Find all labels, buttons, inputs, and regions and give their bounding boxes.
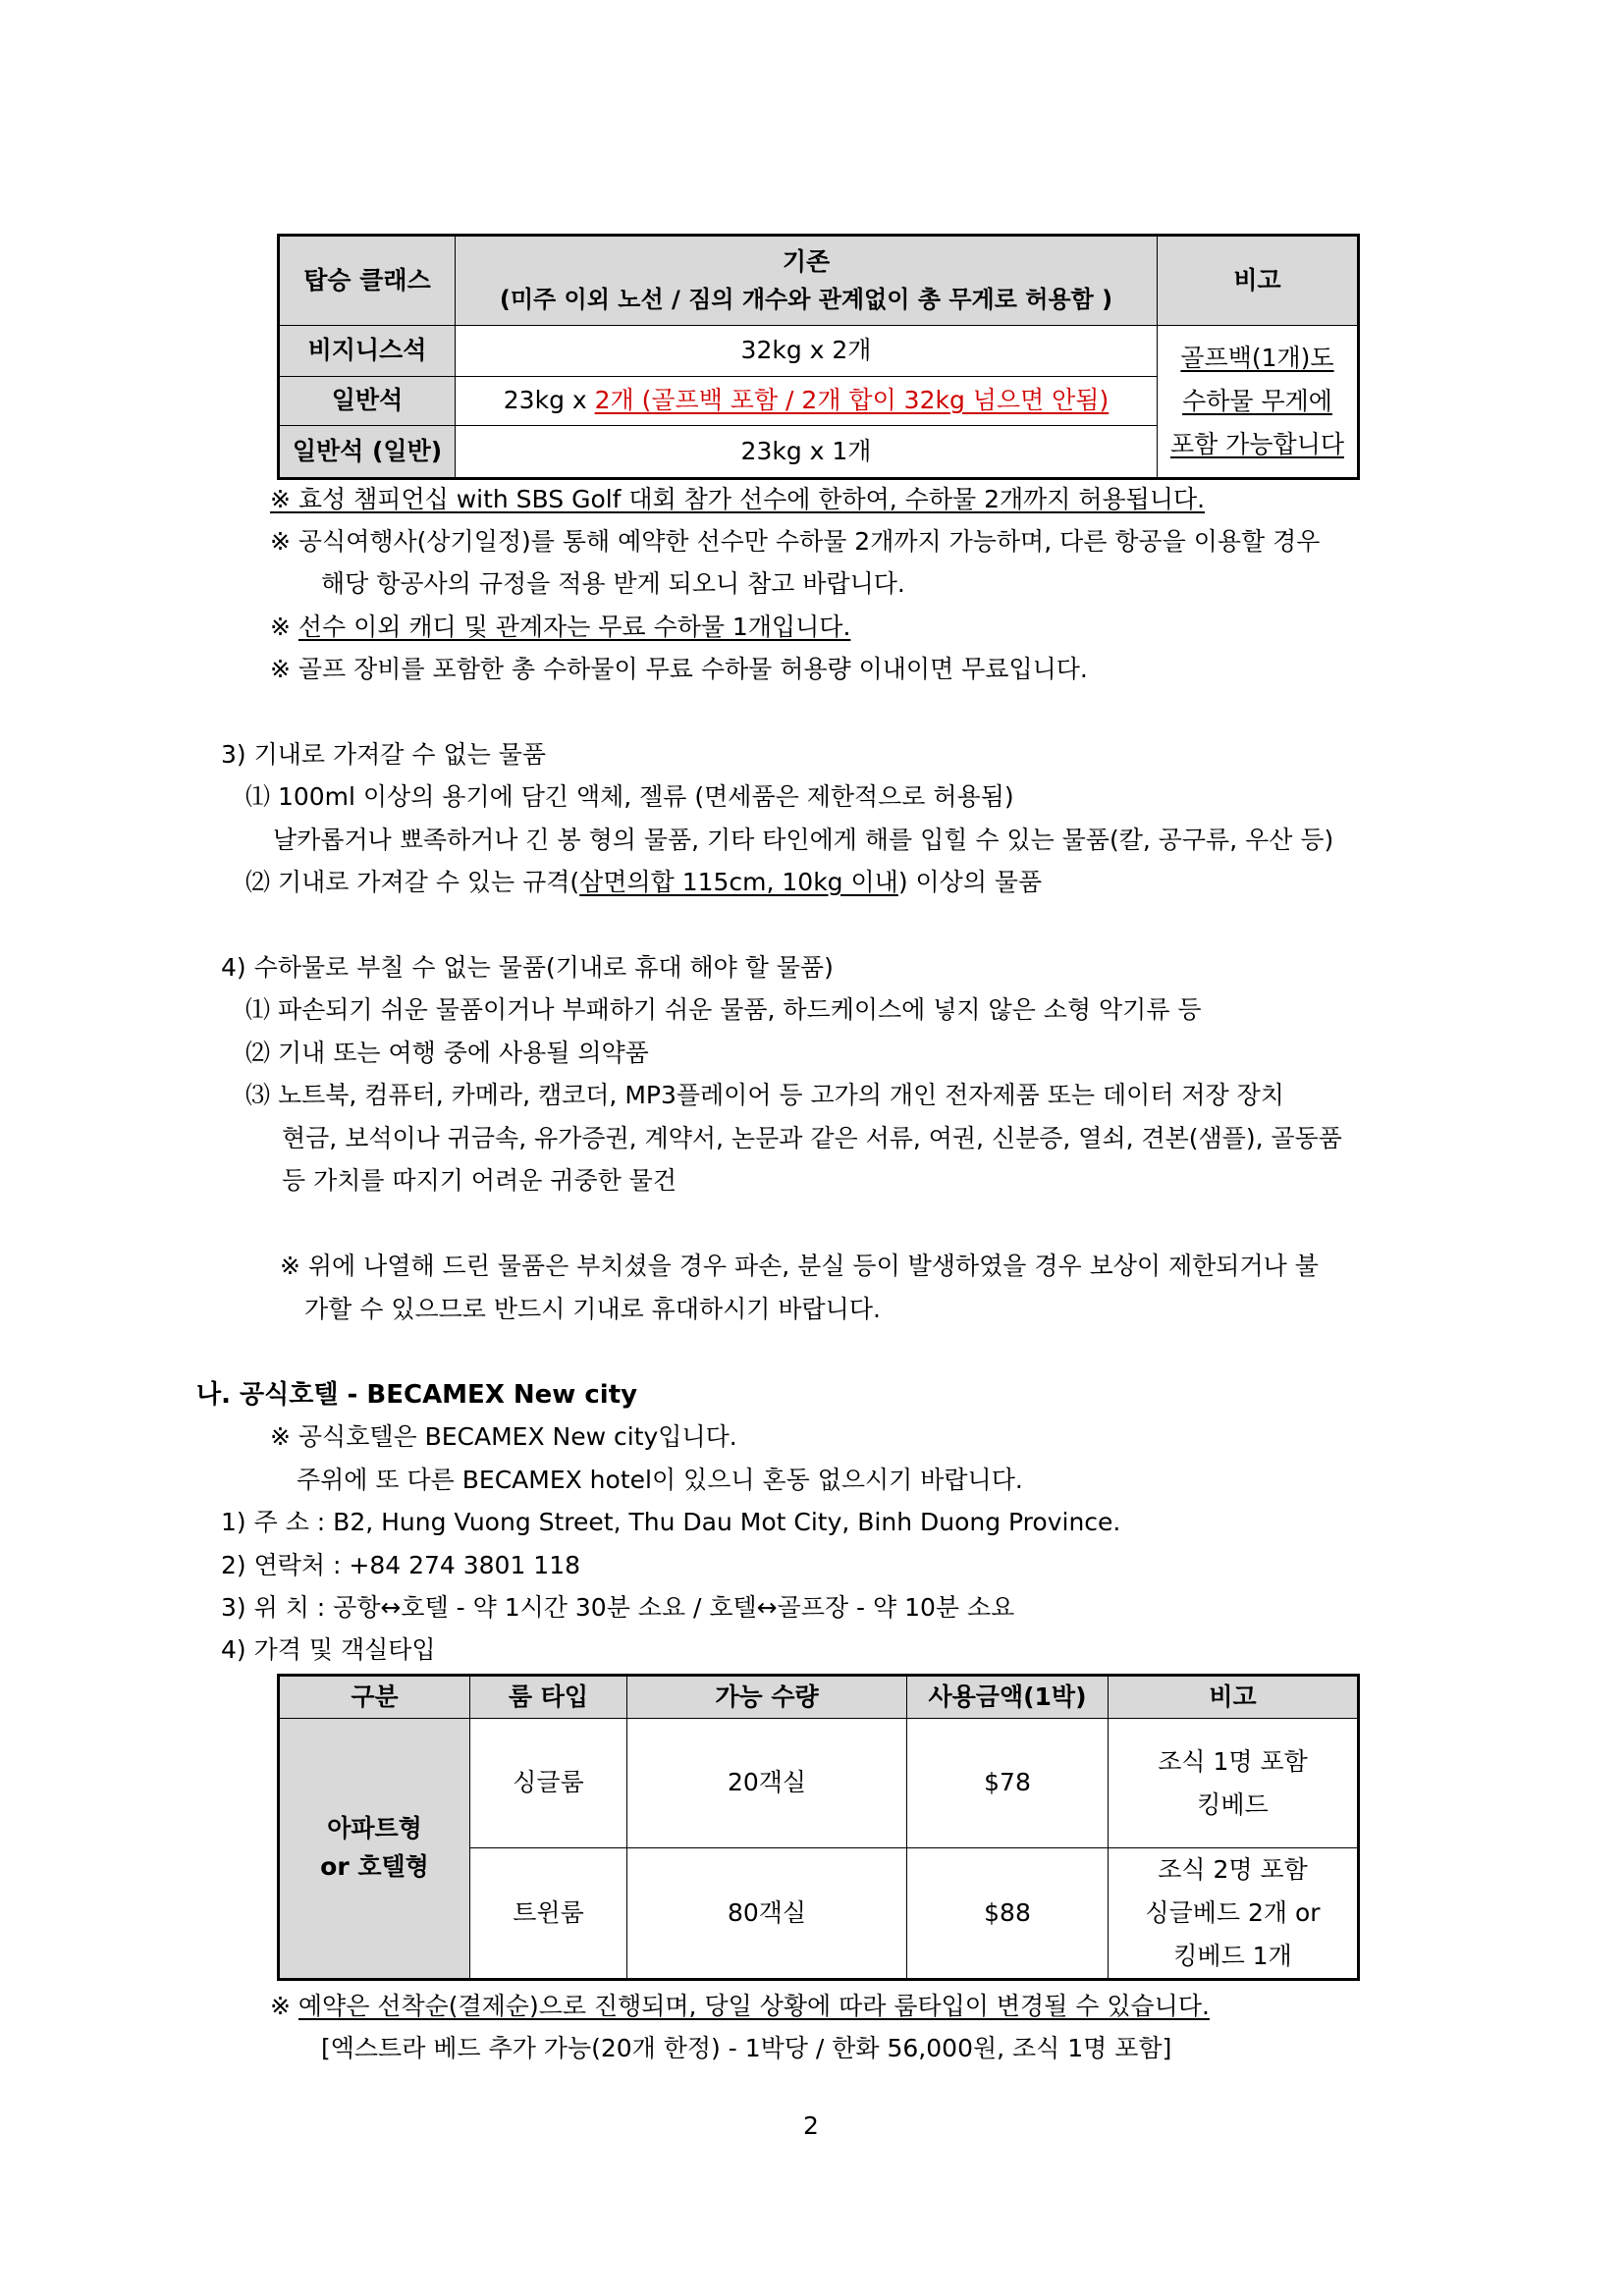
section4-note-b: 가할 수 있으므로 반드시 기내로 휴대하시기 바랍니다. [304, 1295, 881, 1323]
section4-item1: ⑴ 파손되기 쉬운 물품이거나 부패하기 쉬운 물품, 하드케이스에 넣지 않은 소형 악기류 등 [245, 995, 1202, 1024]
note-agency: ※ 공식여행사(상기일정)를 통해 예약한 선수만 수하물 2개까지 가능하며, 다른 항공을 이용할 경우 [270, 527, 1321, 556]
room-category-line2: or 호텔형 [320, 1852, 429, 1881]
section4-item3: ⑶ 노트북, 컴퓨터, 카메라, 캠코더, MP3플레이어 등 고가의 개인 전자제품 또는 데이터 저장 장치 [245, 1081, 1284, 1109]
remark-line-2: 수하물 무게에 [1182, 387, 1332, 416]
row-economy-class: 일반석 [279, 377, 456, 426]
room-single-type: 싱글룸 [470, 1719, 627, 1848]
section4-item2: ⑵ 기내 또는 여행 중에 사용될 의약품 [245, 1039, 649, 1067]
remark-cell [1158, 326, 1359, 479]
note-championship: ※ 효성 챔피언십 with SBS Golf 대회 참가 선수에 한하여, 수하물 2개까지 허용됩니다. [270, 485, 1206, 513]
hotel-contact: 2) 연락처 : +84 274 3801 118 [221, 1551, 581, 1579]
section3-item2 [245, 868, 1042, 897]
hotel-location: 3) 위 치 : 공항↔호텔 - 약 1시간 30분 소요 / 호텔↔골프장 - 약 10분 소요 [221, 1593, 1015, 1622]
footer-note1 [270, 1992, 1210, 2021]
footer-note1-mark: ※ [270, 1992, 298, 2020]
row-economy-allowance [456, 377, 1158, 426]
room-twin-remark-1: 조식 2명 포함 [1158, 1855, 1308, 1885]
header-existing-line2: (미주 이외 노선 / 짐의 개수와 관계없이 총 무게로 허용함 ) [499, 285, 1113, 313]
note-caddie-mark: ※ [270, 613, 298, 641]
room-single-remark-1: 조식 1명 포함 [1158, 1746, 1308, 1776]
room-twin-remark [1109, 1848, 1359, 1980]
row-economy-general-class: 일반석 (일반) [279, 426, 456, 479]
row-business-allowance: 32kg x 2개 [456, 326, 1158, 377]
room-single-remark-2: 킹베드 [1197, 1789, 1269, 1819]
section3-item2-post: ) 이상의 물품 [897, 868, 1043, 896]
economy-allowance-prefix: 23kg x [503, 386, 595, 415]
room-single-remark [1109, 1719, 1359, 1848]
header-remark: 비고 [1158, 236, 1359, 326]
page-number: 2 [803, 2111, 819, 2140]
room-header-remark: 비고 [1109, 1676, 1359, 1719]
room-twin-type: 트윈룸 [470, 1848, 627, 1980]
note-caddie [270, 613, 850, 642]
section3-title: 3) 기내로 가져갈 수 없는 물품 [221, 740, 547, 769]
header-class: 탑승 클래스 [279, 236, 456, 326]
section3-item2-pre: ⑵ 기내로 가져갈 수 있는 규격( [245, 868, 580, 896]
room-category [279, 1719, 470, 1980]
footer-note2: [엑스트라 베드 추가 가능(20개 한정) - 1박당 / 한화 56,000원, 조식 1명 포함] [321, 2034, 1172, 2062]
baggage-table [277, 234, 1360, 480]
room-twin-price: $88 [907, 1848, 1109, 1980]
room-header-price: 사용금액(1박) [907, 1676, 1109, 1719]
section4-title: 4) 수하물로 부칠 수 없는 물품(기내로 휴대 해야 할 물품) [221, 953, 834, 982]
section4-note-a: ※ 위에 나열해 드린 물품은 부치셨을 경우 파손, 분실 등이 발생하였을 경우 보상이 제한되거나 불 [280, 1252, 1319, 1280]
economy-allowance-highlight: 2개 (골프백 포함 / 2개 합이 32kg 넘으면 안됨) [594, 386, 1110, 415]
room-single-qty: 20객실 [627, 1719, 907, 1848]
section4-item3b: 현금, 보석이나 귀금속, 유가증권, 계약서, 논문과 같은 서류, 여권, 신분증, 열쇠, 견본(샘플), 골동품 [282, 1124, 1342, 1152]
remark-line-1: 골프백(1개)도 [1180, 344, 1334, 373]
hotel-address: 1) 주 소 : B2, Hung Vuong Street, Thu Dau Mot City, Binh Duong Province. [221, 1508, 1121, 1536]
room-header-category: 구분 [279, 1676, 470, 1719]
hotel-note2: 주위에 또 다른 BECAMEX hotel이 있으니 혼동 없으시기 바랍니다. [297, 1466, 1023, 1494]
hotel-title: 나. 공식호텔 - BECAMEX New city [196, 1380, 638, 1410]
room-twin-remark-2: 싱글베드 2개 or [1145, 1898, 1321, 1928]
note-golf-equipment: ※ 골프 장비를 포함한 총 수하물이 무료 수하물 허용량 이내이면 무료입니다. [270, 655, 1088, 683]
section3-item1b: 날카롭거나 뾰족하거나 긴 봉 형의 물품, 기타 타인에게 해를 입힐 수 있는 물품(칼, 공구류, 우산 등) [273, 826, 1334, 854]
note-caddie-text: 선수 이외 캐디 및 관계자는 무료 수하물 1개입니다. [298, 613, 851, 641]
room-header-qty: 가능 수량 [627, 1676, 907, 1719]
footer-note1-text: 예약은 선착순(결제순)으로 진행되며, 당일 상황에 따라 룸타입이 변경될 수 있습니다. [298, 1992, 1210, 2020]
row-business-class: 비지니스석 [279, 326, 456, 377]
section3-item1: ⑴ 100ml 이상의 용기에 담긴 액체, 젤류 (면세품은 제한적으로 허용됨) [245, 782, 1014, 811]
section4-item3c: 등 가치를 따지기 어려운 귀중한 물건 [282, 1166, 677, 1195]
room-twin-qty: 80객실 [627, 1848, 907, 1980]
room-twin-remark-3: 킹베드 1개 [1173, 1941, 1292, 1970]
row-economy-general-allowance: 23kg x 1개 [456, 426, 1158, 479]
section3-item2-underlined: 삼면의합 115cm, 10kg 이내 [579, 868, 898, 896]
hotel-price-title: 4) 가격 및 객실타입 [221, 1635, 436, 1664]
room-category-line1: 아파트형 [327, 1814, 422, 1843]
hotel-note1: ※ 공식호텔은 BECAMEX New city입니다. [270, 1422, 737, 1451]
header-existing [456, 236, 1158, 326]
remark-line-3: 포함 가능합니다 [1170, 429, 1344, 458]
room-single-price: $78 [907, 1719, 1109, 1848]
note-agency-cont: 해당 항공사의 규정을 적용 받게 되오니 참고 바랍니다. [321, 569, 905, 598]
header-existing-line1: 기존 [782, 247, 831, 277]
room-header-type: 룸 타입 [470, 1676, 627, 1719]
room-table [277, 1674, 1360, 1981]
